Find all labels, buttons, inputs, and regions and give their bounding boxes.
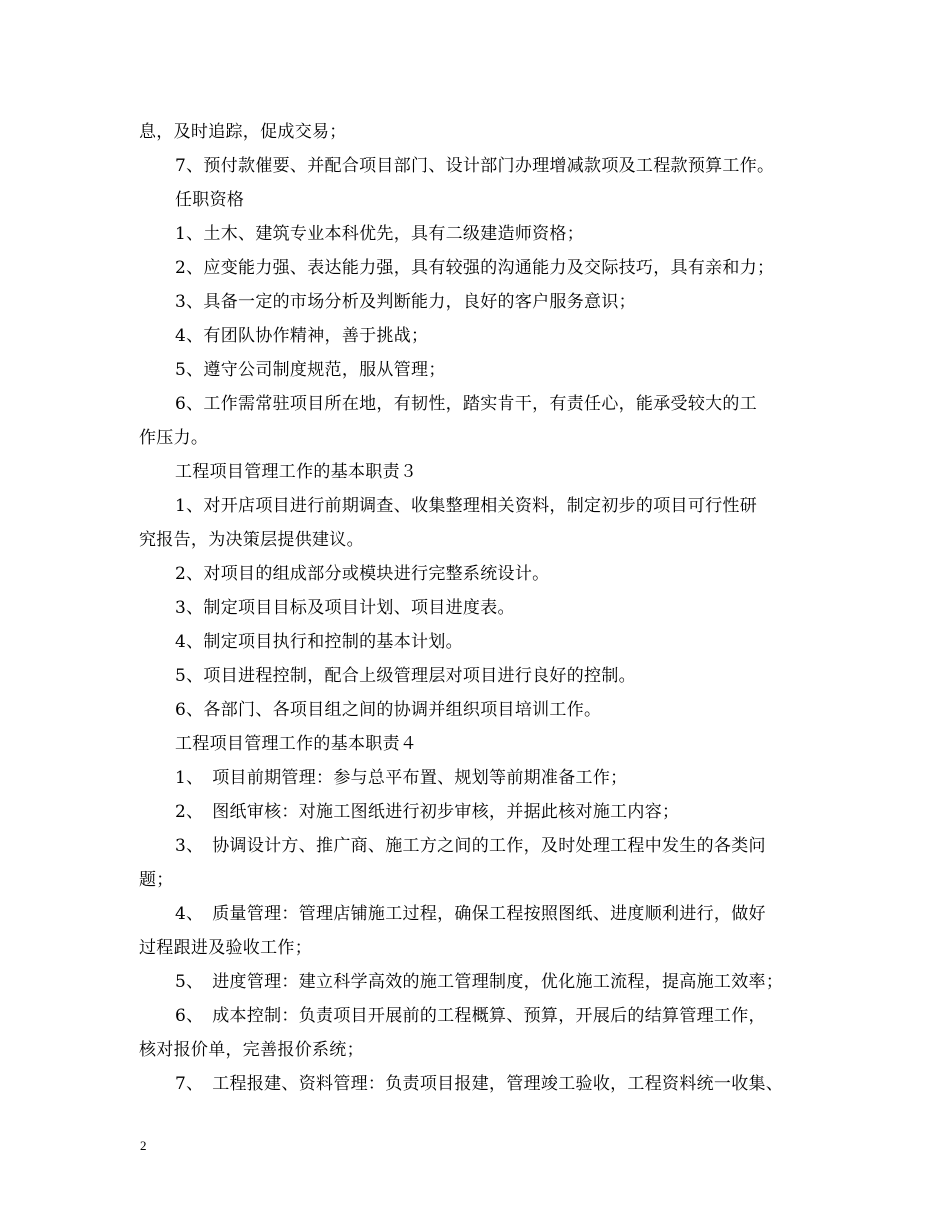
text-line: 2、对项目的组成部分或模块进行完整系统设计。 <box>175 564 550 584</box>
text-line: 3、具备一定的市场分析及判断能力，良好的客户服务意识； <box>175 292 636 312</box>
text-line: 题； <box>139 870 174 890</box>
text-line: 6、工作需常驻项目所在地，有韧性，踏实肯干，有责任心，能承受较大的工 <box>175 394 758 414</box>
text-line: 1、土木、建筑专业本科优先，具有二级建造师资格； <box>175 224 585 244</box>
text-line: 1、对开店项目进行前期调查、收集整理相关资料，制定初步的项目可行性研 <box>175 496 758 516</box>
text-line: 2、 图纸审核：对施工图纸进行初步审核，并据此核对施工内容； <box>175 802 680 822</box>
section-heading: 工程项目管理工作的基本职责４ <box>175 734 418 754</box>
text-line: 过程跟进及验收工作； <box>139 938 312 958</box>
text-line: 3、制定项目目标及项目计划、项目进度表。 <box>175 598 515 618</box>
text-line: 4、有团队协作精神，善于挑战； <box>175 326 429 346</box>
text-line: 作压力。 <box>139 428 209 448</box>
text-line: 5、 进度管理：建立科学高效的施工管理制度，优化施工流程，提高施工效率； <box>175 972 784 992</box>
text-line: 5、项目进程控制，配合上级管理层对项目进行良好的控制。 <box>175 666 636 686</box>
text-line: 核对报价单，完善报价系统； <box>139 1040 364 1060</box>
text-line: 7、预付款催要、并配合项目部门、设计部门办理增减款项及工程款预算工作。 <box>175 156 775 176</box>
text-line: 4、 质量管理：管理店铺施工过程，确保工程按照图纸、进度顺利进行，做好 <box>175 904 766 924</box>
page-number: 2 <box>140 1138 147 1153</box>
text-line: 究报告，为决策层提供建议。 <box>139 530 364 550</box>
text-line: 3、 协调设计方、推广商、施工方之间的工作，及时处理工程中发生的各类问 <box>175 836 766 856</box>
text-line: 6、 成本控制：负责项目开展前的工程概算、预算，开展后的结算管理工作， <box>175 1006 766 1026</box>
text-line: 1、 项目前期管理：参与总平布置、规划等前期准备工作； <box>175 768 628 788</box>
text-line: 5、遵守公司制度规范，服从管理； <box>175 360 446 380</box>
text-line: 6、各部门、各项目组之间的协调并组织项目培训工作。 <box>175 700 602 720</box>
section-heading: 工程项目管理工作的基本职责３ <box>175 462 418 482</box>
section-heading: 任职资格 <box>175 190 245 210</box>
text-line: 4、制定项目执行和控制的基本计划。 <box>175 632 463 652</box>
text-line: 2、应变能力强、表达能力强，具有较强的沟通能力及交际技巧，具有亲和力； <box>175 258 775 278</box>
text-line: 7、 工程报建、资料管理：负责项目报建，管理竣工验收，工程资料统一收集、 <box>175 1074 784 1094</box>
text-line: 息，及时追踪，促成交易； <box>139 122 347 142</box>
